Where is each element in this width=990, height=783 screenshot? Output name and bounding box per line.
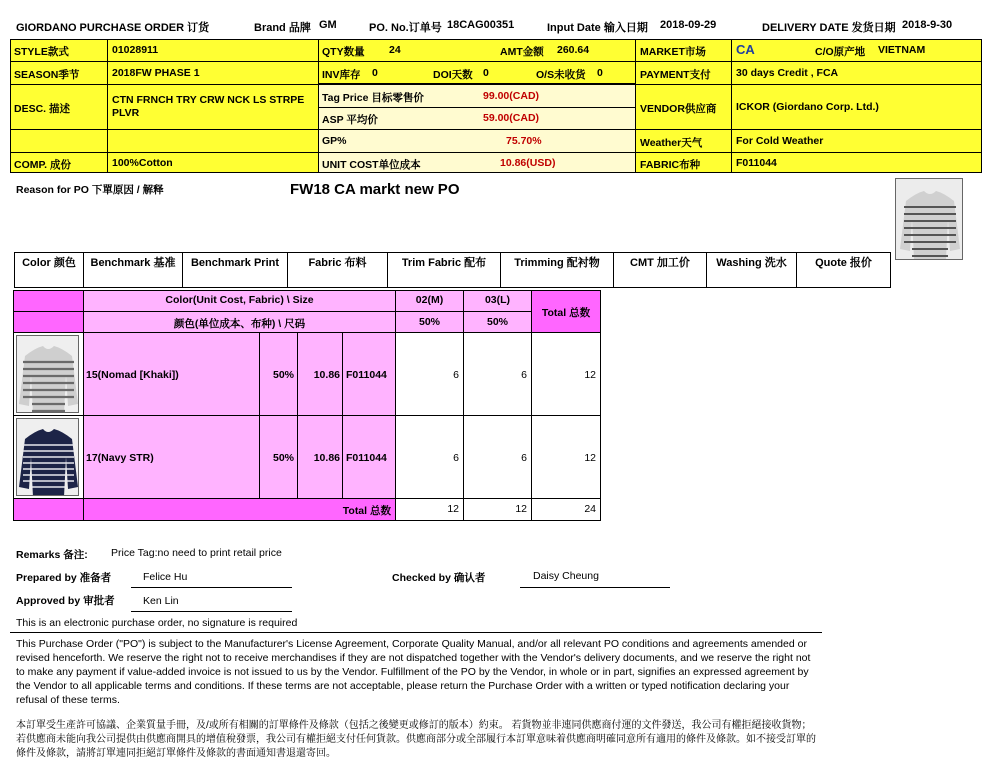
desc-line1: CTN FRNCH TRY CRW NCK LS STRPE [112,94,305,106]
row2-total: 12 [584,452,596,464]
fabric-label: FABRIC布种 [640,159,701,171]
approved-label: Approved by 审批者 [16,595,115,607]
brand-label: Brand 品牌 [254,22,311,34]
season-value: 2018FW PHASE 1 [112,67,200,79]
style-label: STYLE款式 [14,46,69,58]
row2-size-l: 6 [521,452,527,464]
gp-value: 75.70% [506,135,542,147]
reason-value: FW18 CA markt new PO [290,181,460,198]
benchmark-trimming: Trimming 配衬物 [500,252,614,288]
input-date-label: Input Date 输入日期 [547,22,648,34]
benchmark-trim-fabric: Trim Fabric 配布 [387,252,501,288]
benchmark-cmt: CMT 加工价 [613,252,707,288]
prepared-label: Prepared by 准备者 [16,572,112,584]
terms-english: This Purchase Order ("PO") is subject to the Manufacturer's License Agreement, Corporate Quality Manual, and/or all relevant PO conditions and agreements amended or revised henceforth. We reserve the right not to receive merchandises if they are not dispatched together with the Vendor's delivery documents, and we reserve the right not to make any payment if value-added invoice is not issued to us by the Vendor. Fulfillment of the PO by the Vendor, in whole or in part, signifies an expressed agreement by the Vendor to all applicable terms and conditions. If these terms are not acceptable, please return the Purchase Order with a written or typed notification declaring your refusal of these terms. [16,638,811,706]
size-l-ratio: 50% [486,316,508,328]
market-value: CA [736,42,755,57]
style-value: 01028911 [112,44,159,56]
row1-total: 12 [584,369,596,381]
co-value: VIETNAM [878,44,926,56]
checked-label: Checked by 确认者 [392,572,486,584]
vendor-value: ICKOR (Giordano Corp. Ltd.) [736,101,879,113]
os-value: 0 [597,67,603,79]
po-title: GIORDANO PURCHASE ORDER 订货 [16,22,210,34]
tag-price-label: Tag Price 目标零售价 [322,92,424,104]
benchmark-washing: Washing 洗水 [706,252,797,288]
footer-size-m: 12 [447,503,459,515]
footer-total-label: Total 总数 [342,505,391,517]
comp-value: 100%Cotton [112,157,173,169]
inv-value: 0 [372,67,378,79]
khaki-sweater-image [16,335,79,413]
weather-label: Weather天气 [640,137,703,149]
desc-label: DESC. 描述 [14,103,71,115]
benchmark-fabric: Fabric 布料 [287,252,388,288]
fabric-value: F011044 [736,157,777,169]
footer-size-l: 12 [515,503,527,515]
payment-label: PAYMENT支付 [640,69,711,81]
row2-pct: 50% [272,452,294,464]
doi-label: DOI天数 [433,69,473,81]
brand-value: GM [319,19,337,31]
co-label: C/O原产地 [815,46,866,58]
electronic-note: This is an electronic purchase order, no signature is required [16,617,298,629]
approved-value: Ken Lin [143,595,179,607]
row2-cost: 10.86 [313,452,340,464]
delivery-date: 2018-9-30 [902,19,953,31]
asp-label: ASP 平均价 [322,114,378,126]
unit-cost-value: 10.86(USD) [500,157,556,169]
unit-cost-label: UNIT COST单位成本 [322,159,421,171]
market-label: MARKET市场 [640,46,706,58]
row1-size-l: 6 [521,369,527,381]
terms-chinese: 本訂單受生產許可協議、企業質量手冊，及/或所有相關的訂單條件及條款（包括之後變更或修訂的版本）約束。 若貨物並非連同供應商付運的文件發送，我公司有權拒絕接收貨物；若供應商未能向我公司提供由供應商開具的增值稅發票，我公司有權拒絕支付任何貨款。供應商部分或全部履行本訂單意味着供應商明確同意所有適用的條件及條款。如不接受訂單的條件及條款，請將訂單連同拒絕訂單條件及條款的書面通知書退還寄回。 [16,720,816,759]
remarks-value: Price Tag:no need to print retail price [111,547,282,559]
benchmark-quote: Quote 报价 [796,252,891,288]
color-size-header-cn: 颜色(单位成本、布种) \ 尺码 [173,318,306,330]
weather-value: For Cold Weather [736,135,824,147]
amt-label: AMT金额 [500,46,544,58]
size-m-ratio: 50% [418,316,440,328]
gp-label: GP% [322,135,347,147]
comp-label: COMP. 成份 [14,159,71,171]
payment-value: 30 days Credit , FCA [736,67,839,79]
desc-line2: PLVR [112,107,140,119]
table-row: 15(Nomad [Khaki]) [86,369,179,381]
po-number: 18CAG00351 [447,19,515,31]
tag-price-value: 99.00(CAD) [483,90,540,102]
doi-value: 0 [483,67,489,79]
row1-cost: 10.86 [313,369,340,381]
table-row: 17(Navy STR) [86,452,154,464]
delivery-date-label: DELIVERY DATE 发货日期 [762,22,896,34]
color-size-header: Color(Unit Cost, Fabric) \ Size [165,294,314,306]
row1-fabric: F011044 [346,369,387,381]
benchmark-color: Color 颜色 [14,252,84,288]
row1-pct: 50% [272,369,294,381]
os-label: O/S未收货 [536,69,586,81]
benchmark-base: Benchmark 基准 [83,252,183,288]
size-l-header: 03(L) [484,294,511,306]
qty-label: QTY数量 [322,46,365,58]
size-m-header: 02(M) [415,294,444,306]
prepared-value: Felice Hu [143,571,188,583]
footer-grand-total: 24 [584,503,596,515]
navy-sweater-image [16,418,79,496]
inv-label: INV库存 [322,69,361,81]
benchmark-print: Benchmark Print [182,252,288,288]
row1-size-m: 6 [453,369,459,381]
product-thumbnail [895,178,963,260]
row2-size-m: 6 [453,452,459,464]
input-date: 2018-09-29 [660,19,717,31]
total-header: Total 总数 [541,307,591,319]
season-label: SEASON季节 [14,69,80,81]
remarks-label: Remarks 备注: [16,549,88,561]
asp-value: 59.00(CAD) [483,112,540,124]
po-label: PO. No.订单号 [369,22,442,34]
row2-fabric: F011044 [346,452,387,464]
vendor-label: VENDOR供应商 [640,103,717,115]
reason-label: Reason for PO 下單原因 / 解释 [16,184,164,196]
qty-value: 24 [389,44,401,56]
checked-value: Daisy Cheung [533,570,599,582]
amt-value: 260.64 [557,44,590,56]
